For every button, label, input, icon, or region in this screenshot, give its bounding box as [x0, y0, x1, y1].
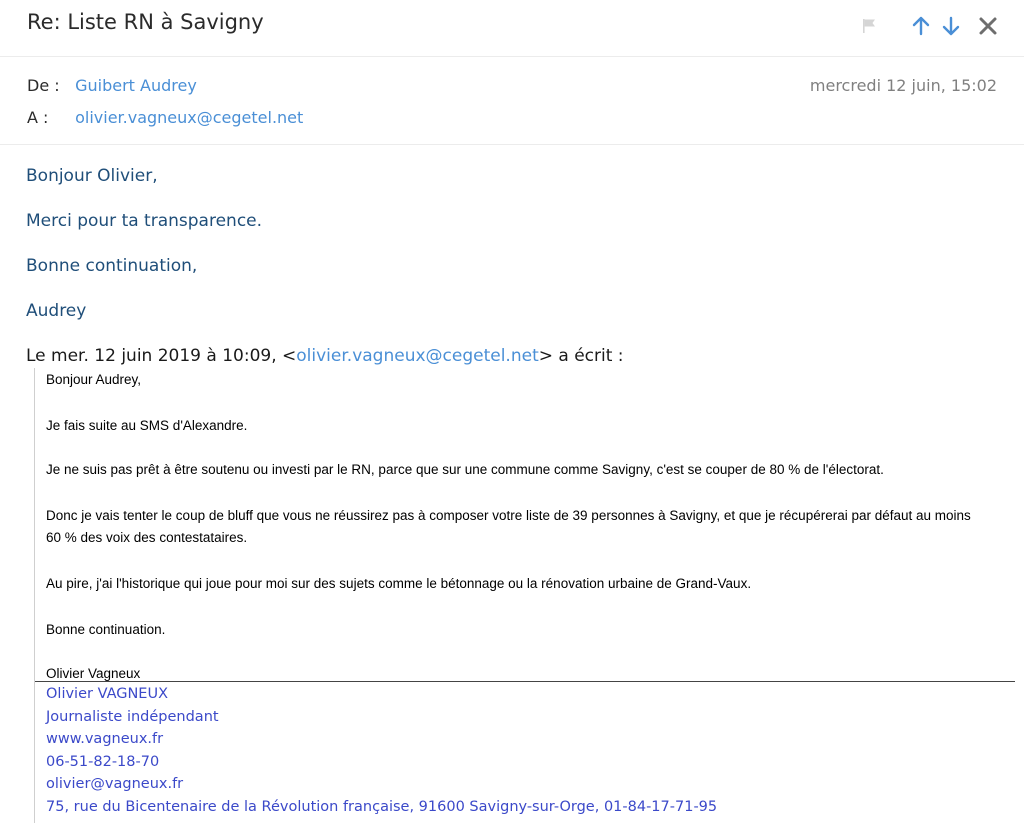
recipient-email[interactable]: olivier.vagneux@cegetel.net — [75, 108, 304, 127]
quoted-line: Olivier Vagneux — [46, 666, 141, 681]
body-line: Bonne continuation, — [26, 256, 198, 276]
message-subject: Re: Liste RN à Savigny — [27, 10, 264, 34]
arrow-up-icon[interactable] — [907, 12, 935, 40]
signature-address: 75, rue du Bicentenaire de la Révolution française, 91600 Savigny-sur-Orge, 01-84-17-71-95 — [46, 799, 718, 815]
signature-name: Olivier VAGNEUX — [46, 686, 169, 702]
body-line: Bonjour Olivier, — [26, 166, 158, 186]
quoted-line: Donc je vais tenter le coup de bluff que vous ne réussirez pas à composer votre liste de 39 personnes à Savigny, et que je récupérerai par défaut au moins — [46, 508, 971, 523]
message-meta — [0, 57, 1024, 145]
signature-website-link[interactable]: www.vagneux.fr — [46, 731, 164, 747]
quoted-line: Au pire, j'ai l'historique qui joue pour moi sur des sujets comme le bétonnage ou la rénovation urbaine de Grand-Vaux. — [46, 576, 752, 591]
signature-title: Journaliste indépendant — [46, 709, 219, 725]
signature-phone: 06-51-82-18-70 — [46, 754, 160, 770]
quote-intro-email-link[interactable]: olivier.vagneux@cegetel.net — [296, 346, 539, 366]
quote-intro-suffix: > a écrit : — [538, 346, 624, 366]
quoted-line: Je ne suis pas prêt à être soutenu ou investi par le RN, parce que sur une commune comme Savigny, c'est se couper de 80 % de l'électorat. — [46, 462, 884, 477]
message-header — [0, 0, 1024, 57]
quoted-line: 60 % des voix des contestataires. — [46, 530, 248, 545]
quoted-line: Je fais suite au SMS d'Alexandre. — [46, 418, 248, 433]
flag-icon[interactable] — [855, 12, 883, 40]
to-label: A : — [27, 108, 49, 127]
from-row — [27, 76, 197, 95]
to-row — [27, 108, 303, 127]
quoted-line: Bonjour Audrey, — [46, 372, 142, 387]
sender-name[interactable]: Guibert Audrey — [75, 76, 197, 95]
quoted-message — [34, 368, 1024, 823]
close-icon[interactable] — [974, 12, 1002, 40]
message-date: mercredi 12 juin, 15:02 — [809, 76, 997, 95]
signature-separator — [35, 681, 1015, 682]
arrow-down-icon[interactable] — [937, 12, 965, 40]
quote-intro-prefix: Le mer. 12 juin 2019 à 10:09, < — [26, 346, 297, 366]
quote-intro — [26, 346, 624, 366]
quoted-line: Bonne continuation. — [46, 622, 166, 637]
body-line: Merci pour ta transparence. — [26, 211, 263, 231]
signature-email-link[interactable]: olivier@vagneux.fr — [46, 776, 184, 792]
from-label: De : — [27, 76, 60, 95]
body-line: Audrey — [26, 301, 87, 321]
